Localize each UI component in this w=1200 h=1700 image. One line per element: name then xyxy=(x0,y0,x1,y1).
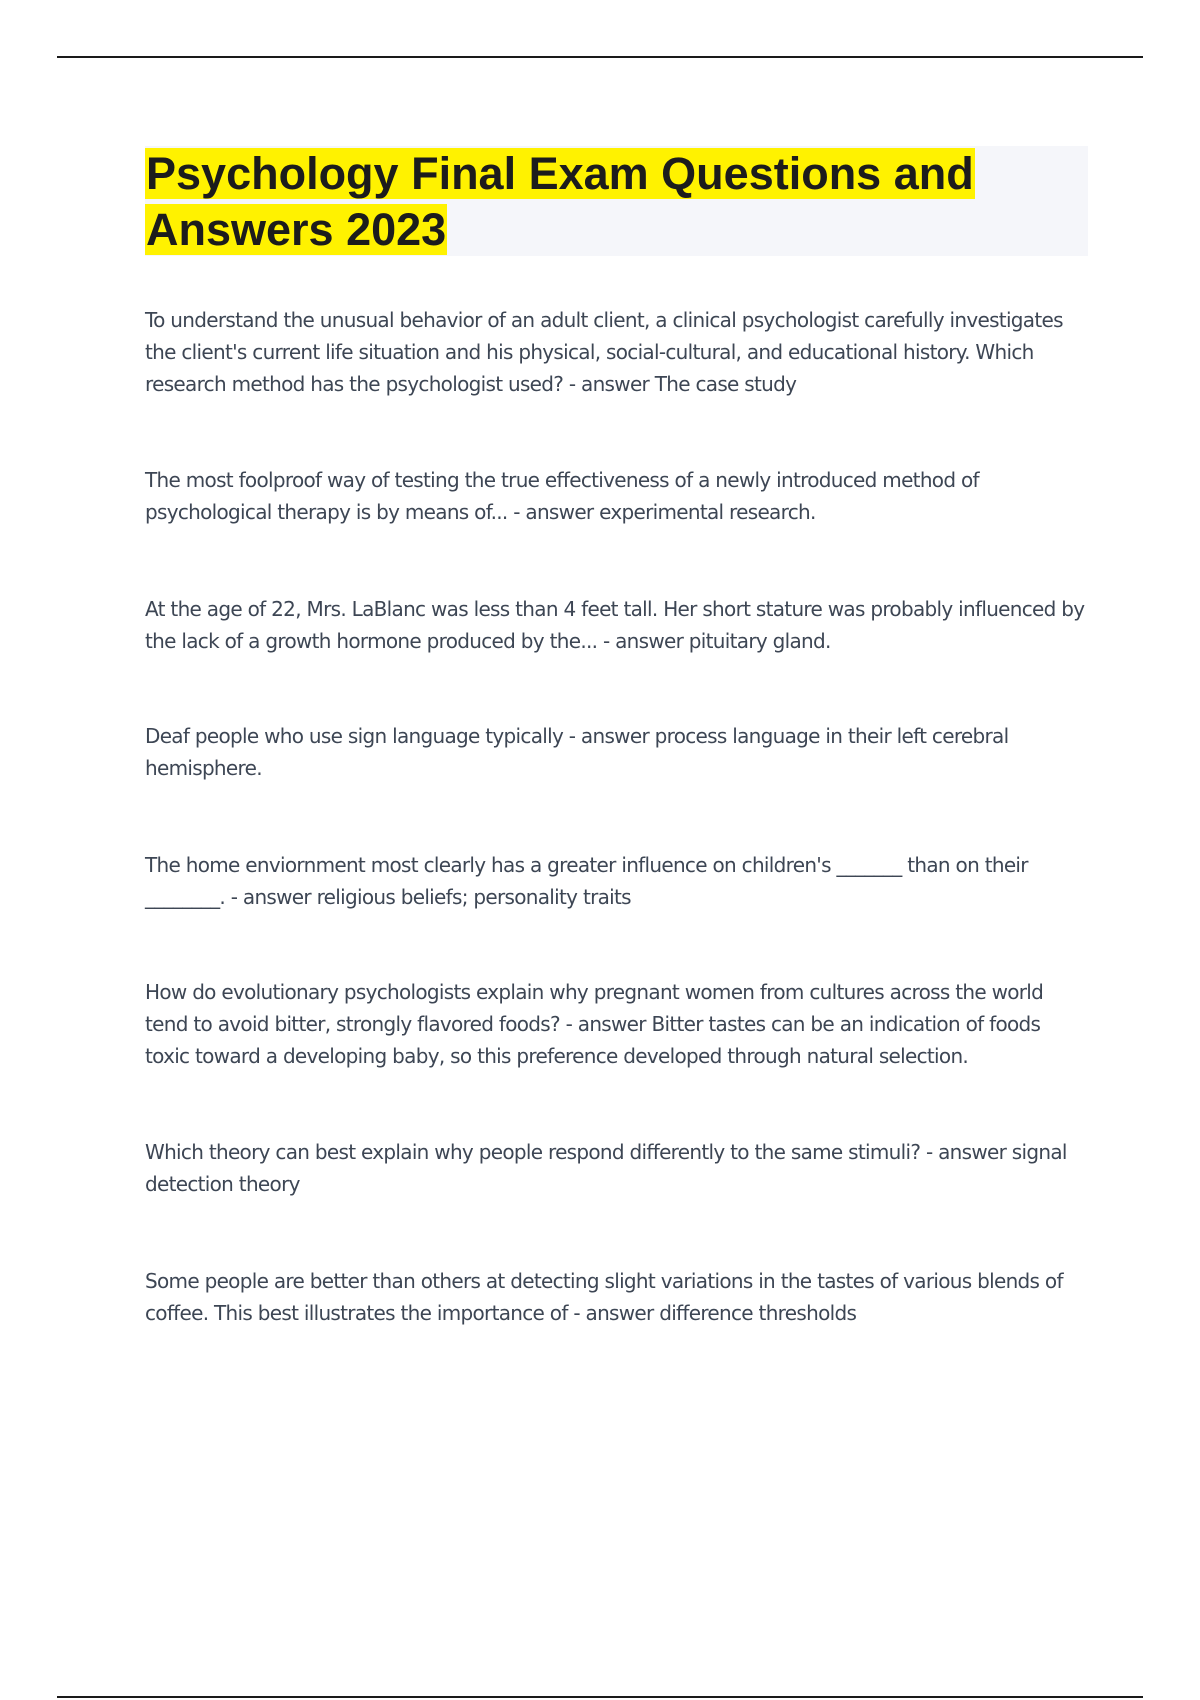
qa-item-3: At the age of 22, Mrs. LaBlanc was less than 4 feet tall. Her short stature was probably influenced by the lack of a growth hormone produced by the... - answer pituitary gland. xyxy=(145,597,1085,653)
page-title xyxy=(145,146,1088,258)
qa-item-7: Which theory can best explain why people respond differently to the same stimuli? - answer signal detection theory xyxy=(145,1140,1067,1196)
qa-item-8: Some people are better than others at detecting slight variations in the tastes of various blends of coffee. This best illustrates the importance of - answer difference thresholds xyxy=(145,1269,1063,1325)
qa-item-6: How do evolutionary psychologists explain why pregnant women from cultures across the world tend to avoid bitter, strongly flavored foods? - answer Bitter tastes can be an indication of foods toxic toward a developing baby, so this preference developed through natural selection. xyxy=(145,980,1044,1068)
title-highlight: Psychology Final Exam Questions and Answers 2023 xyxy=(146,148,974,255)
qa-item-2: The most foolproof way of testing the true effectiveness of a newly introduced method of psychological therapy is by means of... - answer experimental research. xyxy=(145,468,979,524)
qa-item-1: To understand the unusual behavior of an adult client, a clinical psychologist carefully investigates the client's current life situation and his physical, social-cultural, and educational history. Which research method has the psychologist used? - answer The case study xyxy=(145,308,1063,396)
title-block xyxy=(145,146,1088,256)
bottom-rule xyxy=(57,1696,1143,1698)
qa-item-5: The home enviornment most clearly has a greater influence on children's _______ than on their ________. - answer religious beliefs; personality traits xyxy=(145,853,1028,909)
top-rule xyxy=(57,56,1143,58)
qa-item-4: Deaf people who use sign language typically - answer process language in their left cerebral hemisphere. xyxy=(145,724,1009,780)
